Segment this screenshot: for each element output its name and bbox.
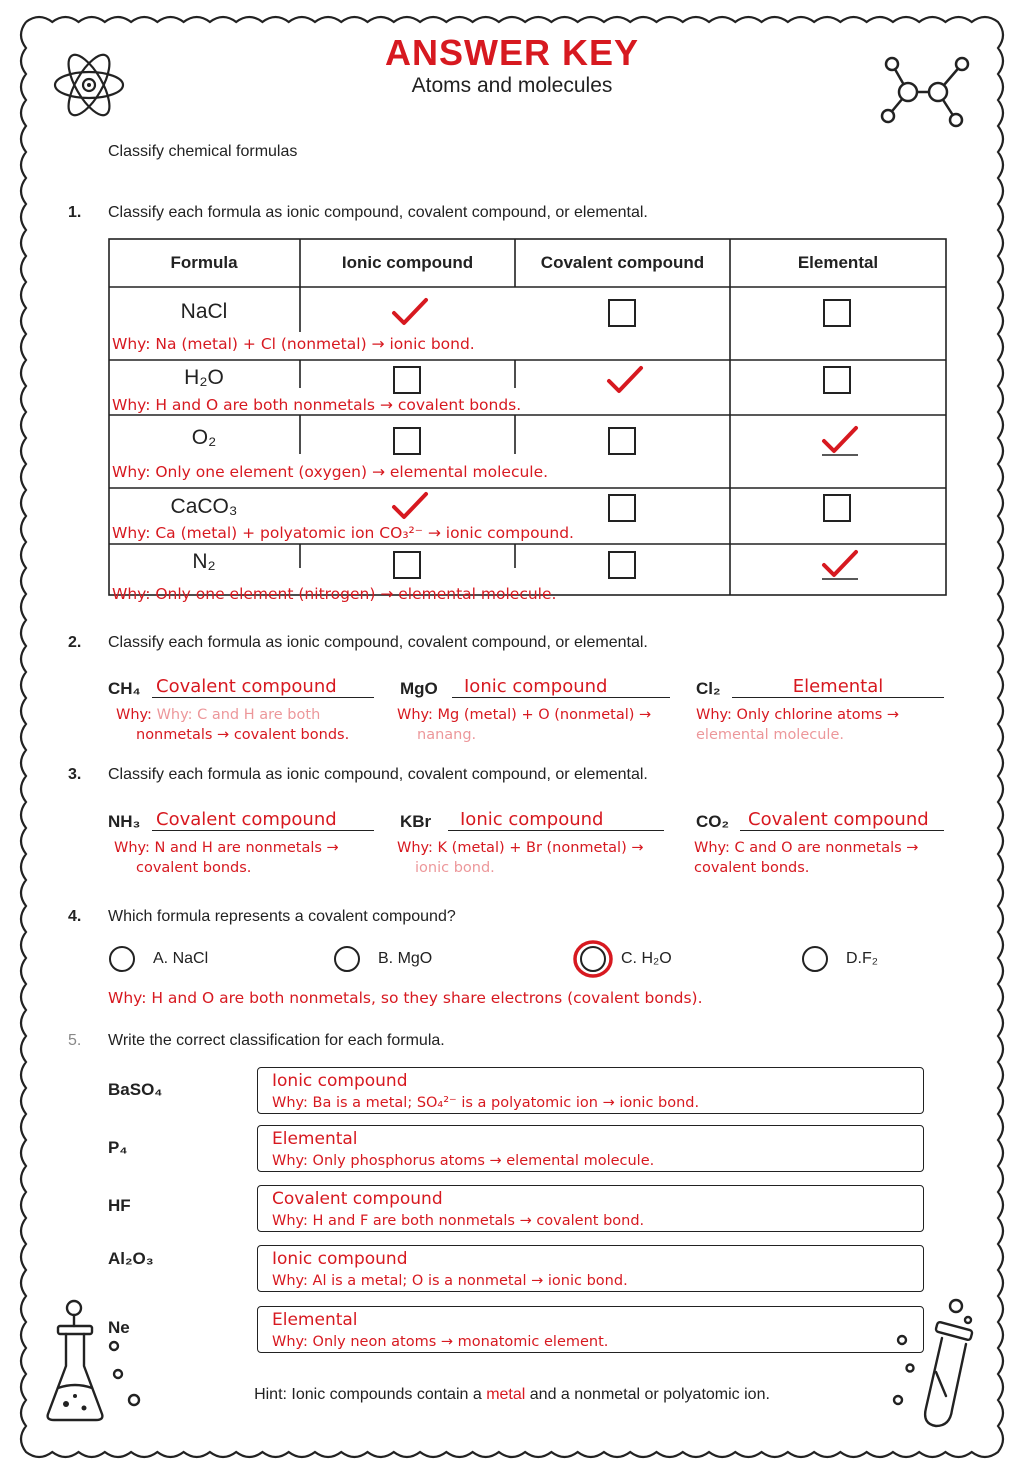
q2-why: Why: Mg (metal) + O (nonmetal) → nanang. bbox=[397, 707, 652, 743]
ionic-checkbox[interactable] bbox=[393, 427, 421, 455]
q5-answer-box[interactable] bbox=[257, 1185, 924, 1232]
option-b-label: B. MgO bbox=[378, 950, 433, 967]
ionic-checkbox[interactable] bbox=[393, 551, 421, 579]
q5-formula: Ne bbox=[108, 1318, 130, 1337]
q3-number: 3. bbox=[68, 766, 82, 783]
q5-formula: BaSO₄ bbox=[108, 1080, 163, 1099]
q1-number: 1. bbox=[68, 204, 82, 221]
row-why: Why: Only one element (nitrogen) → elemental molecule. bbox=[112, 585, 557, 603]
q3-why: Why: K (metal) + Br (nonmetal) → ionic bond. bbox=[397, 840, 644, 876]
q5-why: Why: Al is a metal; O is a nonmetal → ionic bond. bbox=[272, 1273, 628, 1289]
option-d-radio[interactable] bbox=[802, 946, 828, 972]
q3-answer: Covalent compound bbox=[152, 809, 374, 831]
q5-number: 5. bbox=[68, 1032, 82, 1049]
elemental-checkbox[interactable] bbox=[823, 366, 851, 394]
row-formula-n2: N₂ bbox=[192, 550, 216, 573]
hint-text: Hint: Ionic compounds contain a metal and a nonmetal or polyatomic ion. bbox=[254, 1386, 770, 1403]
q2-answer: Covalent compound bbox=[152, 676, 374, 698]
row-formula-o2: O₂ bbox=[191, 426, 217, 449]
q3-text: Classify each formula as ionic compound, covalent compound, or elemental. bbox=[108, 766, 648, 783]
ionic-checkbox[interactable] bbox=[393, 366, 421, 394]
check-icon bbox=[605, 364, 645, 396]
table-header-elemental: Elemental bbox=[797, 253, 879, 272]
q3-why: Why: C and O are nonmetals → covalent bonds. bbox=[694, 840, 919, 876]
row-why: Why: Na (metal) + Cl (nonmetal) → ionic bond. bbox=[112, 335, 475, 353]
q5-answer: Elemental bbox=[272, 1129, 358, 1149]
q2-why-line2: nonmetals → covalent bonds. bbox=[136, 727, 350, 743]
q2-why: Why: Why: C and H are both nonmetals → covalent bonds. bbox=[116, 707, 350, 743]
check-icon bbox=[390, 296, 430, 328]
q5-answer-box[interactable] bbox=[257, 1067, 924, 1114]
q2-formula: MgO bbox=[400, 679, 438, 698]
q2-why-faded: Why: C and H are both bbox=[156, 707, 321, 723]
table-header-formula: Formula bbox=[170, 253, 238, 272]
q3-why: Why: N and H are nonmetals → covalent bonds. bbox=[114, 840, 339, 876]
check-icon bbox=[390, 490, 430, 522]
q5-answer-box[interactable] bbox=[257, 1245, 924, 1292]
covalent-checkbox[interactable] bbox=[608, 551, 636, 579]
q2-number: 2. bbox=[68, 634, 82, 651]
q5-answer: Elemental bbox=[272, 1310, 358, 1330]
q3-answer: Ionic compound bbox=[448, 809, 664, 831]
section-label: Classify chemical formulas bbox=[108, 143, 298, 160]
row-why: Why: H and O are both nonmetals → covalent bonds. bbox=[112, 396, 522, 414]
table-header-ionic: Ionic compound bbox=[341, 253, 474, 272]
q5-answer: Ionic compound bbox=[272, 1071, 408, 1091]
q4-number: 4. bbox=[68, 908, 82, 925]
option-a-radio[interactable] bbox=[109, 946, 135, 972]
q2-answer: Elemental bbox=[732, 676, 944, 698]
molecule-icon bbox=[878, 50, 974, 130]
q5-text: Write the correct classification for each formula. bbox=[108, 1032, 445, 1049]
q5-formula: P₄ bbox=[108, 1138, 128, 1157]
q5-why: Why: Only phosphorus atoms → elemental molecule. bbox=[272, 1153, 655, 1169]
q4-why: Why: H and O are both nonmetals, so they share electrons (covalent bonds). bbox=[108, 989, 703, 1007]
q4-text: Which formula represents a covalent compound? bbox=[108, 908, 456, 925]
q3-answer: Covalent compound bbox=[740, 809, 944, 831]
elemental-checkbox[interactable] bbox=[823, 299, 851, 327]
selected-circle-icon bbox=[572, 938, 614, 980]
check-icon bbox=[820, 424, 860, 456]
q5-answer-box[interactable] bbox=[257, 1306, 924, 1353]
covalent-checkbox[interactable] bbox=[608, 427, 636, 455]
q5-answer: Ionic compound bbox=[272, 1249, 408, 1269]
row-formula-caco3: CaCO₃ bbox=[170, 495, 238, 518]
q5-answer: Covalent compound bbox=[272, 1189, 443, 1209]
row-formula-h2o: H₂O bbox=[184, 366, 224, 389]
q3-formula: KBr bbox=[400, 812, 432, 831]
page-title: ANSWER KEY bbox=[384, 32, 640, 73]
q2-why: Why: Only chlorine atoms → elemental molecule. bbox=[696, 707, 900, 743]
option-a-label: A. NaCl bbox=[153, 950, 209, 967]
row-why: Why: Only one element (oxygen) → elemental molecule. bbox=[112, 463, 549, 481]
elemental-checkbox[interactable] bbox=[823, 494, 851, 522]
option-c-label: C. H₂O bbox=[621, 950, 672, 967]
q5-answer-box[interactable] bbox=[257, 1125, 924, 1172]
table-grid bbox=[108, 238, 948, 598]
flask-icon bbox=[44, 1296, 154, 1428]
row-why: Why: Ca (metal) + polyatomic ion CO₃²⁻ → ionic compound. bbox=[112, 524, 574, 542]
page-subtitle: Atoms and molecules bbox=[411, 74, 613, 97]
table-header-covalent: Covalent compound bbox=[540, 253, 705, 272]
check-icon bbox=[820, 548, 860, 580]
atom-icon bbox=[52, 44, 126, 126]
option-b-radio[interactable] bbox=[334, 946, 360, 972]
q3-formula: CO₂ bbox=[696, 812, 730, 831]
option-d-label: D.F₂ bbox=[846, 950, 878, 967]
q5-formula: Al₂O₃ bbox=[108, 1249, 154, 1268]
covalent-checkbox[interactable] bbox=[608, 299, 636, 327]
covalent-checkbox[interactable] bbox=[608, 494, 636, 522]
q3-formula: NH₃ bbox=[108, 812, 141, 831]
q2-answer: Ionic compound bbox=[452, 676, 670, 698]
q5-why: Why: Ba is a metal; SO₄²⁻ is a polyatomic ion → ionic bond. bbox=[272, 1095, 700, 1111]
q5-formula: HF bbox=[108, 1196, 131, 1215]
q2-text: Classify each formula as ionic compound, covalent compound, or elemental. bbox=[108, 634, 648, 651]
q1-text: Classify each formula as ionic compound, covalent compound, or elemental. bbox=[108, 204, 648, 221]
q2-formula: CH₄ bbox=[108, 679, 141, 698]
test-tube-icon bbox=[892, 1296, 978, 1432]
row-formula-nacl: NaCl bbox=[180, 300, 228, 323]
q5-why: Why: H and F are both nonmetals → covalent bond. bbox=[272, 1213, 645, 1229]
q5-why: Why: Only neon atoms → monatomic element. bbox=[272, 1334, 609, 1350]
hint-highlight: metal bbox=[486, 1386, 526, 1403]
q2-formula: Cl₂ bbox=[696, 679, 721, 698]
